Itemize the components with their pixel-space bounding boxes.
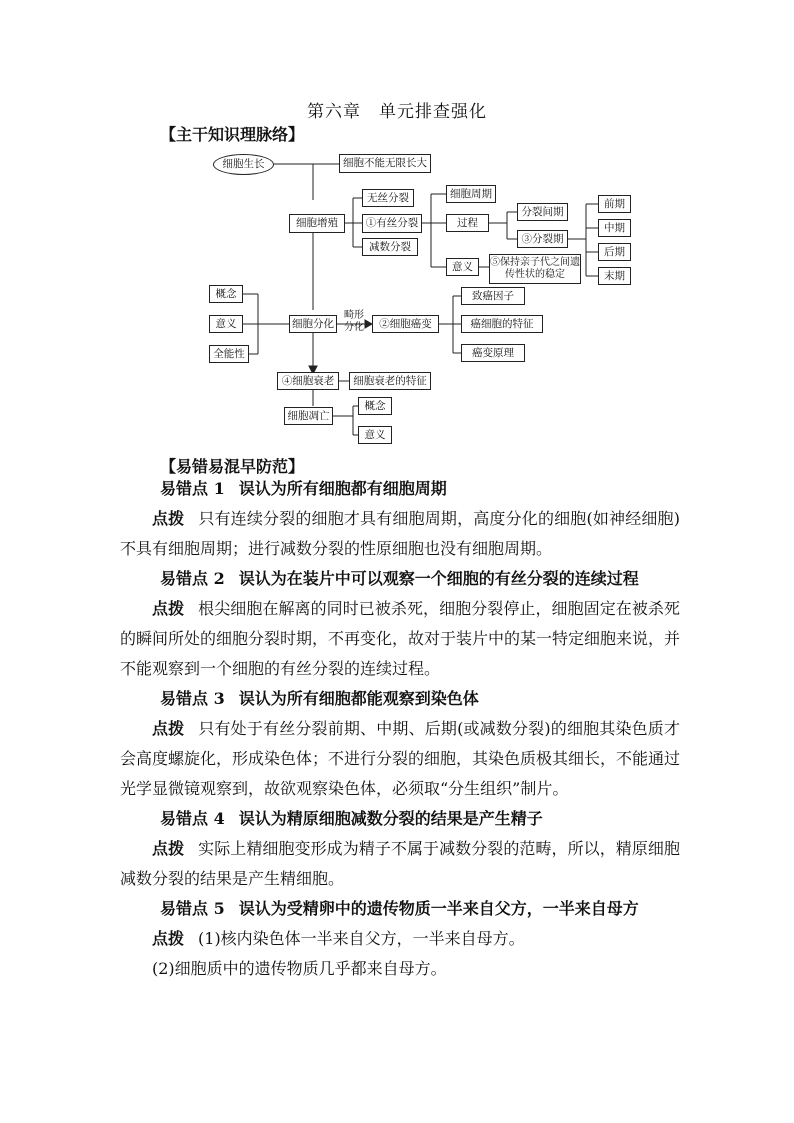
error-point-4-heading: 易错点 4 误认为精原细胞减数分裂的结果是产生精子 bbox=[160, 809, 543, 828]
node-prophase: 前期 bbox=[598, 195, 631, 213]
node-not-unlimited: 细胞不能无限长大 bbox=[339, 154, 431, 173]
node-stability: ⑤保持亲子代之间遗传性状的稳定 bbox=[489, 254, 581, 284]
section-heading-errors: 【易错易混早防范】 bbox=[160, 457, 305, 476]
node-amitosis: 无丝分裂 bbox=[362, 189, 414, 207]
node-cancer: ②细胞癌变 bbox=[372, 315, 439, 333]
node-aging-traits: 细胞衰老的特征 bbox=[349, 372, 431, 390]
node-totipotency: 全能性 bbox=[209, 345, 249, 363]
node-meiosis: 减数分裂 bbox=[362, 238, 418, 256]
node-cancer-traits: 癌细胞的特征 bbox=[461, 315, 543, 333]
error-point-1-tip: 点拨 只有连续分裂的细胞才具有细胞周期，高度分化的细胞(如神经细胞)不具有细胞周期；进行减数分裂的性原细胞也没有细胞周期。 bbox=[120, 509, 680, 558]
node-meaning: 意义 bbox=[446, 258, 479, 276]
node-process: 过程 bbox=[446, 214, 489, 232]
node-metaphase: 中期 bbox=[598, 219, 631, 237]
node-telophase: 末期 bbox=[598, 267, 631, 285]
node-aging: ④细胞衰老 bbox=[277, 372, 339, 390]
error-point-2-tip: 点拨 根尖细胞在解离的同时已被杀死，细胞分裂停止，细胞固定在被杀死的瞬间所处的细胞分裂时期，不再变化，故对于装片中的某一特定细胞来说，并不能观察到一个细胞的有丝分裂的连续过程。 bbox=[120, 599, 681, 678]
node-cell-cycle: 细胞周期 bbox=[446, 185, 496, 203]
page-title: 第六章 单元排查强化 bbox=[307, 102, 487, 122]
error-point-4-tip: 点拨 实际上精细胞变形成为精子不属于减数分裂的范畴，所以，精原细胞减数分裂的结果是产生精细胞。 bbox=[120, 839, 680, 888]
node-anaphase: 后期 bbox=[598, 243, 631, 261]
node-apoptosis-meaning: 意义 bbox=[358, 426, 392, 444]
node-meaning-differentiation: 意义 bbox=[209, 315, 243, 333]
error-point-5-heading: 易错点 5 误认为受精卵中的遗传物质一半来自父方，一半来自母方 bbox=[160, 899, 639, 918]
error-points-list bbox=[120, 474, 680, 984]
error-point-3-tip: 点拨 只有处于有丝分裂前期、中期、后期(或减数分裂)的细胞其染色质才会高度螺旋化，形成染色体；不进行分裂的细胞，其染色质极其细长，不能通过光学显微镜观察到，故欲观察染色体，必须取“分生组织”制片。 bbox=[120, 719, 681, 798]
node-differentiation: 细胞分化 bbox=[289, 315, 337, 333]
node-apoptosis: 细胞凋亡 bbox=[284, 407, 333, 425]
error-point-2-heading: 易错点 2 误认为在装片中可以观察一个细胞的有丝分裂的连续过程 bbox=[160, 569, 639, 588]
node-apoptosis-concept: 概念 bbox=[358, 397, 392, 415]
node-mitosis: ①有丝分裂 bbox=[362, 214, 422, 233]
node-concept: 概念 bbox=[209, 285, 243, 303]
label-abnormal-differentiation: 畸形分化 bbox=[344, 310, 364, 333]
error-point-3-heading: 易错点 3 误认为所有细胞都能观察到染色体 bbox=[160, 689, 479, 708]
node-cell-growth: 细胞生长 bbox=[213, 154, 274, 175]
concept-map-diagram bbox=[205, 150, 645, 450]
node-interphase: 分裂间期 bbox=[517, 203, 568, 221]
node-m-phase: ③分裂期 bbox=[517, 230, 568, 248]
error-point-5-tip: 点拨 (1)核内染色体一半来自父方，一半来自母方。 bbox=[152, 929, 525, 948]
node-cancer-mechanism: 癌变原理 bbox=[461, 344, 525, 362]
error-point-5-tip-extra: (2)细胞质中的遗传物质几乎都来自母方。 bbox=[152, 959, 447, 978]
node-proliferation: 细胞增殖 bbox=[289, 214, 345, 233]
diagram-connectors bbox=[205, 150, 645, 450]
error-point-1-heading: 易错点 1 误认为所有细胞都有细胞周期 bbox=[160, 479, 447, 498]
node-carcinogen: 致癌因子 bbox=[461, 287, 525, 305]
section-heading-knowledge: 【主干知识理脉络】 bbox=[160, 125, 305, 144]
